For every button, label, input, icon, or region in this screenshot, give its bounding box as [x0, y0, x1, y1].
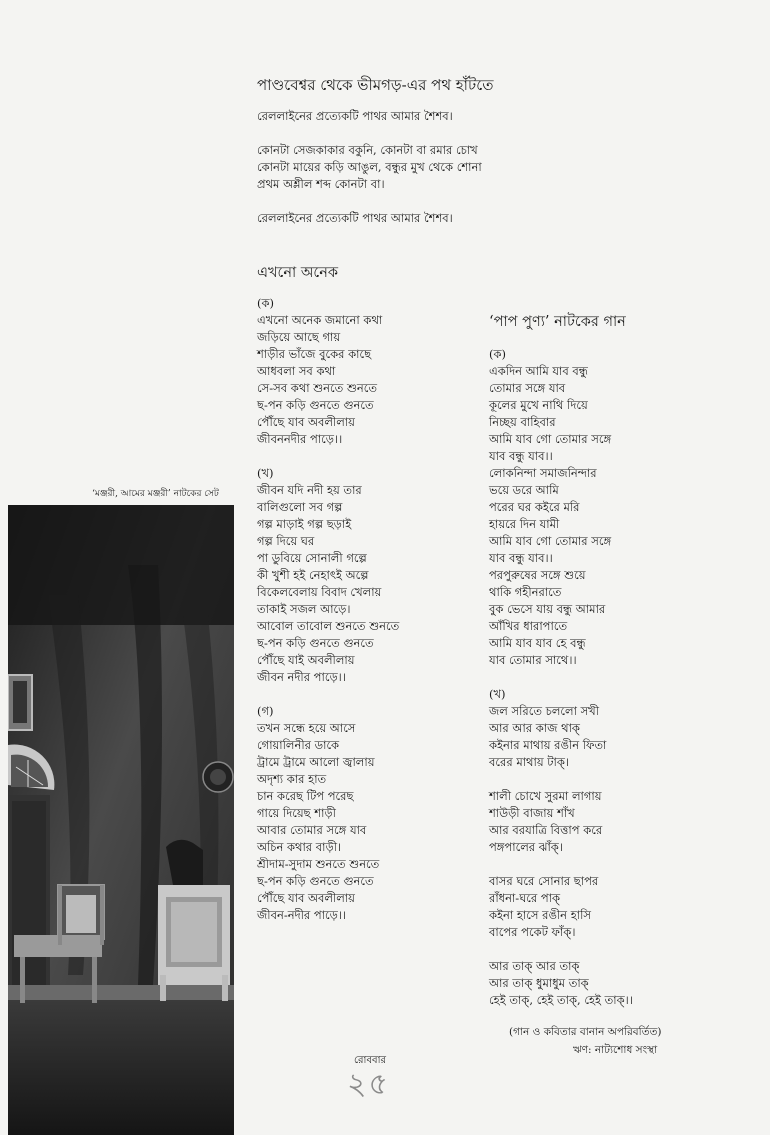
song-title-paap-punyo: ‘পাপ পুণ্য’ নাটকের গান: [489, 314, 626, 330]
poem2-line: সে-সব কথা শুনতে শুনতে: [257, 381, 377, 395]
poem3-line: কইনা হাসে রঙীন হাসি: [489, 908, 591, 922]
poem2-line: (খ): [257, 466, 274, 480]
poem3-line: শাউড়ী বাজায় শাঁখ: [489, 806, 575, 820]
poem2-line: জীবন যদি নদী হয় তার: [257, 483, 362, 497]
poem3-line: আর বরযাত্রি বিত্তাপ করে: [489, 823, 603, 837]
poem2-line: গোয়ালিনীর ডাকে: [257, 738, 340, 752]
poem1-line: কোনটা সেজকাকার বকুনি, কোনটা বা রমার চোখ: [257, 143, 478, 157]
poem3-line: হায়রে দিন যামী: [489, 517, 560, 531]
poem2-line: কী খুশী হই নেহাৎই অল্পে: [257, 568, 369, 582]
poem2-line: বিকেলবেলায় বিবাদ খেলায়: [257, 585, 382, 599]
poem3-line: বাসর ঘরে সোনার ছাপর: [489, 874, 599, 888]
poem3-line: আমি যাব যাব হে বন্ধু: [489, 636, 586, 650]
poem3-line: লোকনিন্দা সমাজনিন্দার: [489, 466, 597, 480]
stanza-gap: [257, 193, 482, 210]
poem3-line: যাব বন্ধু যাব।।: [489, 551, 553, 565]
poem2-line: পৌঁছে যাব অবলীলায়: [257, 415, 355, 429]
stanza-gap: [489, 669, 633, 686]
poem3-line: তোমার সঙ্গে যাব: [489, 381, 566, 395]
poem2-line: জীবন-নদীর পাড়ে।।: [257, 908, 347, 922]
poem3-line: ভয়ে ডরে আমি: [489, 483, 559, 497]
poem3-line: বরের মাথায় টাক্।: [489, 755, 570, 769]
poem2-line: গল্প দিয়ে ঘর: [257, 534, 315, 548]
stanza-gap: [489, 771, 633, 788]
poem2-line: পৌঁছে যাব অবলীলায়: [257, 891, 355, 905]
poem3-line: জল সরিতে চললো সখী: [489, 704, 600, 718]
poem2-line: এখনো অনেক জমানো কথা: [257, 313, 383, 327]
poem3-line: (ক): [489, 347, 507, 361]
poem2-line: জীবননদীর পাড়ে।।: [257, 432, 343, 446]
poem2-line: অদৃশ্য কার হাত: [257, 772, 327, 786]
poem2-line: পা ডুবিয়ে সোনালী গল্পে: [257, 551, 367, 565]
poem3-line: পরপুরুষের সঙ্গে শুয়ে: [489, 568, 586, 582]
magazine-name: রোববার: [354, 1055, 386, 1066]
poem3-line: কূলের মুখে নাথি দিয়ে: [489, 398, 588, 412]
poem3-line: নিচ্ছয় বাহিবার: [489, 415, 556, 429]
song-paap-punyo: [489, 346, 633, 1009]
poem2-line: আধবলা সব কথা: [257, 364, 336, 378]
poem3-line: হেই তাক্, হেই তাক্, হেই তাক্।।: [489, 993, 633, 1007]
poem3-line: থাকি গহীনরাতে: [489, 585, 562, 599]
poem3-line: রাঁধনা-ঘরে পাক্: [489, 891, 561, 905]
poem1-line: প্রথম অশ্লীল শব্দ কোনটা বা।: [257, 177, 385, 191]
poem3-line: পঙ্গপালের ঝাঁক্।: [489, 840, 563, 854]
credit-note: ঋণ: নাট্যশোধ সংস্থা: [573, 1044, 658, 1056]
poem1-line: কোনটা মায়ের কড়ি আঙুল, বন্ধুর মুখ থেকে শোনা: [257, 160, 482, 174]
poem3-line: (খ): [489, 687, 506, 701]
poem-title-panduabeshwar: পাণ্ডবেশ্বর থেকে ভীমগড়-এর পথ হাঁটতে: [257, 76, 494, 94]
poem3-line: আমি যাব গো তোমার সঙ্গে: [489, 534, 612, 548]
poem2-line: গল্প মাড়াই গল্প ছড়াই: [257, 517, 352, 531]
poem3-line: যাব তোমার সাথে।।: [489, 653, 577, 667]
poem3-line: বাপের পকেট ফাঁক্।: [489, 925, 576, 939]
poem3-line: যাব বন্ধু যাব।।: [489, 449, 553, 463]
spelling-note: (গান ও কবিতার বানান অপরিবর্তিত): [509, 1026, 662, 1038]
stage-set-photo: [8, 505, 234, 1135]
poem-panduabeshwar: [257, 108, 482, 227]
poem-title-ekhono-onek: এখনো অনেক: [257, 265, 339, 281]
stanza-gap: [489, 941, 633, 958]
poem2-line: ছ-পন কড়ি গুনতে গুনতে: [257, 398, 374, 412]
poem3-line: আর তাক্ আর তাক্: [489, 959, 580, 973]
poem2-line: শাড়ীর ভাঁজে বুকের কাছে: [257, 347, 372, 361]
poem2-line: তাকাই সজল আড়ে।: [257, 602, 351, 616]
poem2-line: আবার তোমার সঙ্গে যাব: [257, 823, 367, 837]
photo-caption: ‘মঞ্জরী, আমের মঞ্জরী’ নাটকের সেট: [92, 489, 219, 499]
poem2-line: গায়ে দিয়েছ শাড়ী: [257, 806, 336, 820]
page-number: ২৫: [347, 1067, 390, 1102]
stanza-gap: [257, 448, 399, 465]
poem3-line: একদিন আমি যাব বন্ধু: [489, 364, 588, 378]
poem3-line: আর আর কাজ থাক্: [489, 721, 580, 735]
poem3-line: আমি যাব গো তোমার সঙ্গে: [489, 432, 612, 446]
poem2-line: শ্রীদাম-সুদাম শুনতে শুনতে: [257, 857, 380, 871]
poem3-line: বুক ভেসে যায় বন্ধু আমার: [489, 602, 606, 616]
poem2-line: জড়িয়ে আছে গায়: [257, 330, 341, 344]
poem1-line: রেললাইনের প্রত্যেকটি পাথর আমার শৈশব।: [257, 211, 453, 225]
stanza-gap: [257, 686, 399, 703]
poem3-line: শালী চোখে সুরমা লাগায়: [489, 789, 602, 803]
poem2-line: তখন সন্ধে হয়ে আসে: [257, 721, 356, 735]
poem2-line: আবোল তাবোল শুনতে শুনতে: [257, 619, 400, 633]
poem2-line: ট্রামে ট্রামে আলো জ্বালায়: [257, 755, 375, 769]
poem2-line: পৌঁছে যাই অবলীলায়: [257, 653, 355, 667]
poem2-line: (ক): [257, 296, 275, 310]
poem2-line: অচিন কথার বাড়ী।: [257, 840, 342, 854]
poem2-line: (গ): [257, 704, 274, 718]
stanza-gap: [257, 125, 482, 142]
poem2-line: জীবন নদীর পাড়ে।।: [257, 670, 346, 684]
poem2-line: বালিগুলো সব গল্প: [257, 500, 343, 514]
poem-ekhono-onek: [257, 295, 399, 924]
poem1-line: রেললাইনের প্রত্যেকটি পাথর আমার শৈশব।: [257, 109, 453, 123]
poem2-line: ছ-পন কড়ি গুনতে গুনতে: [257, 874, 374, 888]
poem3-line: আর তাক্ ধুমাধুম তাক্: [489, 976, 589, 990]
poem3-line: পরের ঘর কইরে মরি: [489, 500, 580, 514]
poem3-line: কইনার মাথায় রঙীন ফিতা: [489, 738, 607, 752]
stanza-gap: [489, 856, 633, 873]
poem2-line: ছ-পন কড়ি গুনতে গুনতে: [257, 636, 374, 650]
poem3-line: আঁখির ধারাপাতে: [489, 619, 568, 633]
poem2-line: চান করেছ টিপ পরেছ: [257, 789, 354, 803]
